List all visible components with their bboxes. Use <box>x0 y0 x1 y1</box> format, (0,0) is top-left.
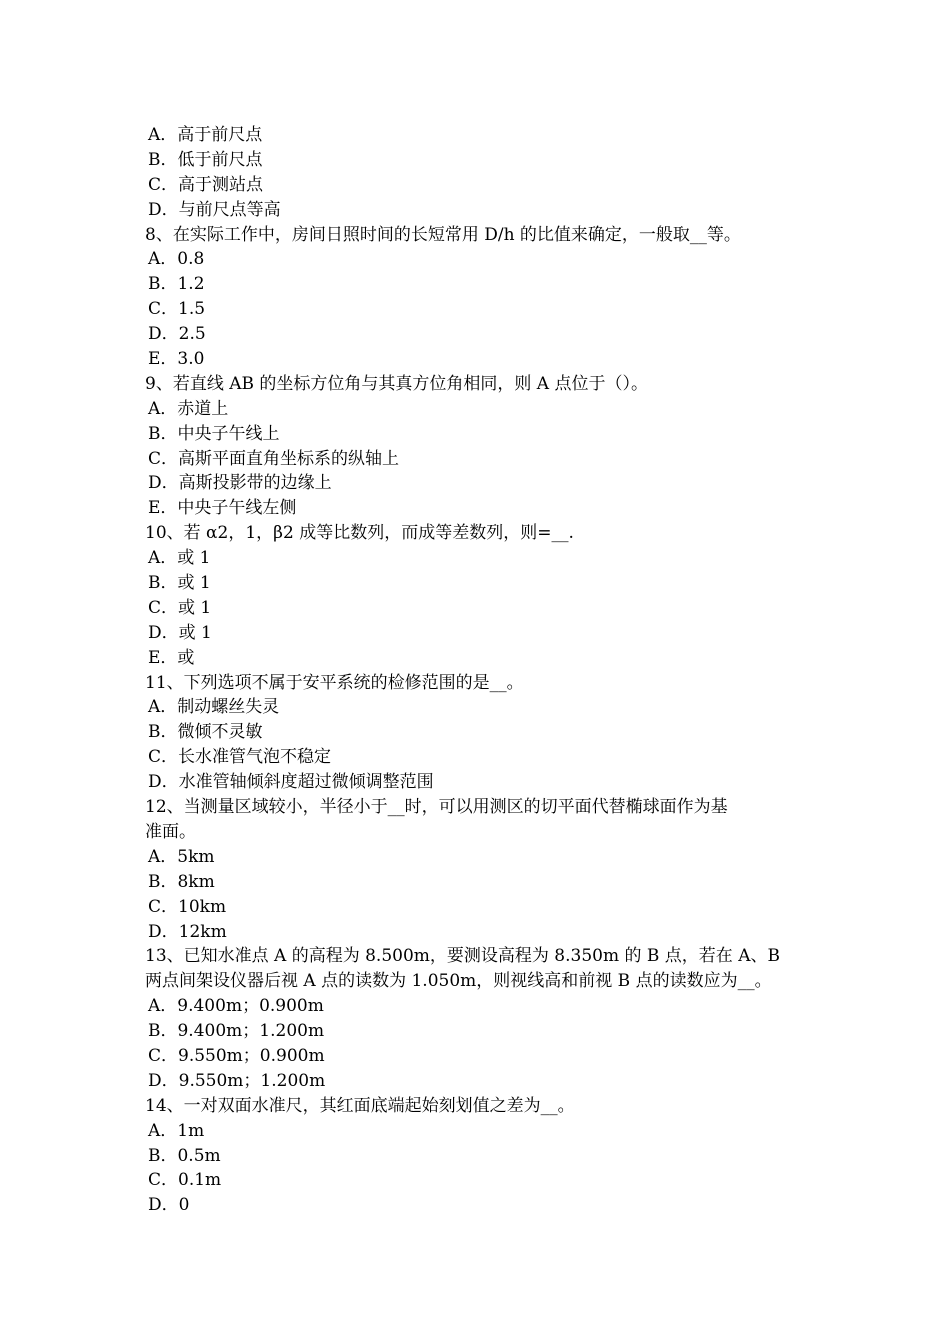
question-text: 9、若直线 AB 的坐标方位角与其真方位角相同，则 A 点位于（）。 <box>145 373 648 394</box>
document-body <box>145 123 825 1218</box>
answer-option: D．水准管轴倾斜度超过微倾调整范围 <box>148 772 434 793</box>
answer-option: D．0 <box>148 1195 190 1216</box>
answer-option: C．高于测站点 <box>148 174 264 195</box>
question-text: 准面。 <box>145 821 196 842</box>
question-text: 10、若 α2，1，β2 成等比数列，而成等差数列，则=__. <box>145 523 574 544</box>
answer-option: B．或 1 <box>148 573 211 594</box>
answer-option: B．8km <box>148 871 215 892</box>
answer-option: A．9.400m；0.900m <box>148 996 324 1017</box>
answer-option: C．0.1m <box>148 1170 222 1191</box>
answer-option: C．长水准管气泡不稳定 <box>148 747 332 768</box>
answer-option: C．9.550m；0.900m <box>148 1045 325 1066</box>
answer-option: E．或 <box>148 647 195 668</box>
answer-option: D．或 1 <box>148 622 212 643</box>
answer-option: D．与前尺点等高 <box>148 199 281 220</box>
answer-option: D．2.5 <box>148 324 206 345</box>
question-text: 13、已知水准点 A 的高程为 8.500m，要测设高程为 8.350m 的 B 点，若在 A、B <box>145 946 780 967</box>
answer-option: E．中央子午线左侧 <box>148 498 297 519</box>
answer-option: B．9.400m；1.200m <box>148 1021 325 1042</box>
answer-option: B．1.2 <box>148 274 205 295</box>
answer-option: D．12km <box>148 921 227 942</box>
answer-option: A．高于前尺点 <box>148 125 263 145</box>
answer-option: B．0.5m <box>148 1145 221 1166</box>
answer-option: D．9.550m；1.200m <box>148 1070 326 1091</box>
answer-option: C．高斯平面直角坐标系的纵轴上 <box>148 448 400 469</box>
answer-option: A．制动螺丝失灵 <box>148 697 280 718</box>
answer-option: D．高斯投影带的边缘上 <box>148 473 332 494</box>
answer-option: B．微倾不灵敏 <box>148 722 263 743</box>
answer-option: A．1m <box>148 1120 205 1141</box>
answer-option: E．3.0 <box>148 349 205 370</box>
answer-option: B．低于前尺点 <box>148 149 263 170</box>
answer-option: C．或 1 <box>148 597 212 618</box>
question-text: 12、当测量区域较小，半径小于__时，可以用测区的切平面代替椭球面作为基 <box>145 797 728 818</box>
question-text: 14、一对双面水准尺，其红面底端起始刻划值之差为__。 <box>145 1095 575 1116</box>
answer-option: A．5km <box>148 846 215 867</box>
question-text: 8、在实际工作中，房间日照时间的长短常用 D/h 的比值来确定，一般取__等。 <box>145 224 741 245</box>
answer-option: A．赤道上 <box>148 398 229 419</box>
question-text: 11、下列选项不属于安平系统的检修范围的是__。 <box>145 672 524 693</box>
question-text: 两点间架设仪器后视 A 点的读数为 1.050m，则视线高和前视 B 点的读数应为__。 <box>145 971 772 992</box>
answer-option: C．1.5 <box>148 299 206 320</box>
answer-option: A．0.8 <box>148 249 205 270</box>
answer-option: B．中央子午线上 <box>148 423 280 444</box>
answer-option: C．10km <box>148 896 227 917</box>
answer-option: A．或 1 <box>148 548 211 569</box>
document-page <box>145 123 825 1218</box>
